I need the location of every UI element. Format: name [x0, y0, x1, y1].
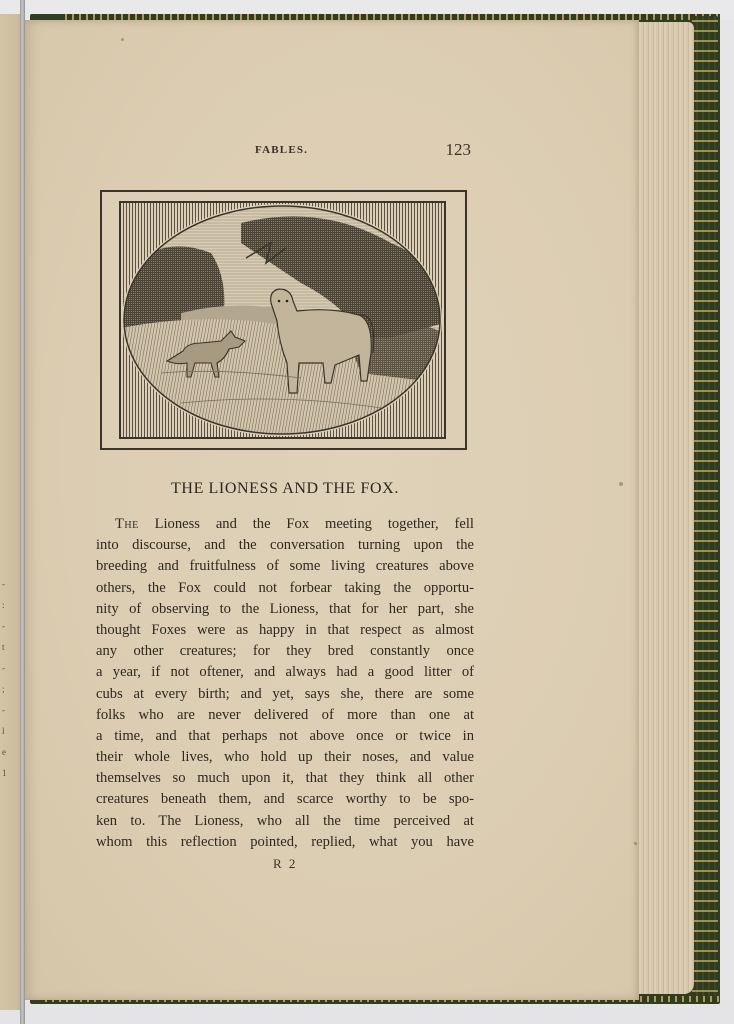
margin-mark: l	[2, 726, 5, 736]
margin-mark: :	[2, 600, 5, 610]
text-line: creatures beneath them, and scarce worthy to be spo-	[96, 791, 474, 808]
running-title: FABLES.	[255, 144, 309, 156]
foxing-spot	[121, 38, 124, 41]
margin-mark: 1	[2, 768, 7, 778]
engraving-frame	[119, 201, 446, 439]
running-head	[255, 140, 471, 160]
text-line: a time, and that perhaps not above once or twice in	[96, 727, 474, 744]
fable-body	[96, 514, 474, 853]
foxing-spot	[619, 482, 623, 486]
margin-mark: -	[2, 663, 5, 673]
lead-word: The	[115, 516, 139, 532]
text-line: any other creatures; for they bred constantly once	[96, 643, 474, 660]
text-line: folks who are never delivered of more than one at	[96, 706, 474, 723]
text-line: their whole lives, who hold up their noses, and value	[96, 749, 474, 766]
margin-mark: -	[2, 579, 5, 589]
text-line: breeding and fruitfulness of some living creatures above	[96, 558, 474, 575]
text-line: ken to. The Lioness, who all the time perceived at	[96, 812, 474, 829]
book-page	[25, 20, 639, 1000]
left-margin-marks	[0, 574, 12, 834]
margin-mark: e	[2, 747, 6, 757]
margin-mark: -	[2, 705, 5, 715]
page-number: 123	[445, 140, 471, 159]
signature-mark: R 2	[273, 856, 298, 871]
page-edges	[636, 22, 694, 994]
foxing-spot	[634, 842, 637, 845]
text-line: into discourse, and the conversation turning upon the	[96, 537, 474, 554]
text-line: cubs at every birth; and yet, says she, there are some	[96, 685, 474, 702]
text-line	[96, 514, 474, 535]
fable-title: THE LIONESS AND THE FOX.	[171, 480, 399, 497]
text-line: themselves so much upon it, that they think all other	[96, 770, 474, 787]
gilt-tooling-edge	[692, 16, 718, 1000]
text-line: thought Foxes were as happy in that respect as almost	[96, 621, 474, 638]
text-line: nity of observing to the Lioness, that for her part, she	[96, 600, 474, 617]
text-line-content: Lioness and the Fox meeting together, fell	[138, 516, 474, 532]
margin-mark: ;	[2, 684, 5, 694]
margin-mark: t	[2, 642, 5, 652]
text-line: a year, if not oftener, and always had a good litter of	[96, 664, 474, 681]
text-line: whom this reflection pointed, replied, what you have	[96, 833, 474, 850]
text-line: others, the Fox could not forbear taking the opportu-	[96, 579, 474, 596]
lioness-and-fox-engraving	[121, 203, 444, 437]
engraving-illustration	[100, 190, 467, 450]
page-divider-bar	[20, 0, 25, 1024]
margin-mark: -	[2, 621, 5, 631]
